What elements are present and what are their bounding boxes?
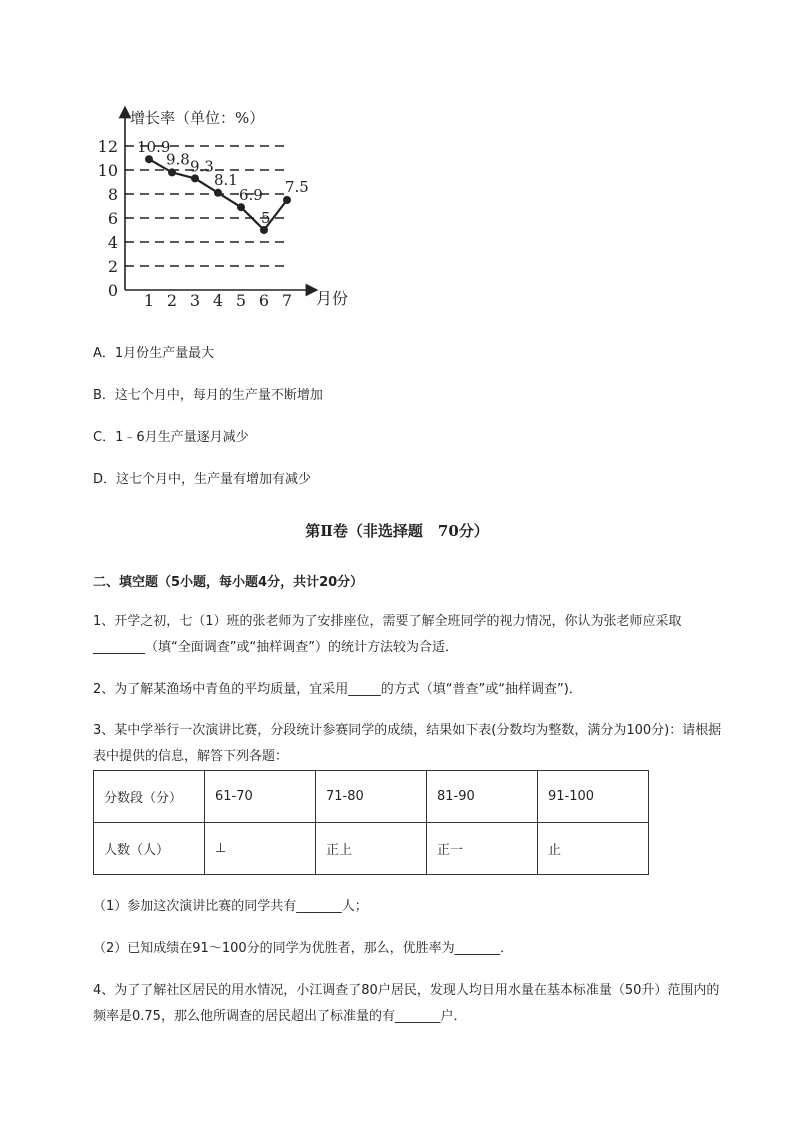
part2-title: 第Ⅱ卷（非选择题 70分） (305, 522, 489, 540)
data-point (168, 168, 176, 176)
table-header-cell: 71-80 (316, 771, 427, 823)
table-header-cell: 分数段（分） (94, 771, 205, 823)
question-3-sub-2: （2）已知成绩在91～100分的同学为优胜者，那么，优胜率为_______． (93, 941, 514, 956)
data-point (237, 203, 245, 211)
y-tick-label: 2 (107, 257, 118, 276)
x-tick-label: 2 (166, 291, 178, 310)
table-cell: 正上 (316, 823, 427, 875)
option-b-letter: B． (93, 388, 115, 403)
score-table (93, 770, 649, 875)
data-label: 5 (261, 209, 271, 227)
y-tick-label: 6 (107, 209, 118, 228)
section-heading: 二、填空题（5小题，每小题4分，共计20分） (93, 575, 364, 590)
option-d-text: 这七个月中，生产量有增加有减少 (116, 472, 312, 487)
data-point (214, 189, 222, 197)
option-a-letter: A． (93, 346, 115, 361)
growth-rate-chart (90, 100, 380, 320)
option-d[interactable] (93, 471, 311, 489)
table-row (94, 771, 649, 823)
table-cell: ⊥ (205, 823, 316, 875)
y-tick-label: 12 (97, 137, 118, 156)
x-tick-label: 5 (235, 291, 247, 310)
data-point (145, 155, 153, 163)
option-b-text: 这七个月中，每月的生产量不断增加 (114, 388, 323, 403)
data-point (283, 196, 291, 204)
option-a[interactable] (93, 345, 214, 363)
table-cell: 正一 (427, 823, 538, 875)
x-tick-label: 3 (189, 291, 201, 310)
option-c-text: 1﹣6月生产量逐月减少 (115, 430, 249, 445)
table-header-cell: 81-90 (427, 771, 538, 823)
data-label: 9.3 (190, 157, 214, 176)
table-cell: 人数（人） (94, 823, 205, 875)
data-label: 8.1 (214, 170, 238, 189)
table-header-cell: 91-100 (538, 771, 649, 823)
table-header-cell: 61-70 (205, 771, 316, 823)
option-c-letter: C． (93, 430, 116, 445)
question-3: 3、某中学举行一次演讲比赛，分段统计参赛同学的成绩，结果如下表(分数均为整数，满分为100分)：请根据表中提供的信息，解答下列各题： (93, 723, 722, 764)
data-point (260, 226, 268, 234)
question-2: 2、为了解某渔场中青鱼的平均质量，宜采用_____的方式（填“普查”或“抽样调查”)． (93, 682, 582, 697)
option-b[interactable] (93, 387, 323, 405)
x-tick-label: 6 (258, 291, 270, 310)
x-tick-label: 7 (281, 291, 293, 310)
option-d-letter: D． (93, 472, 117, 487)
data-label: 7.5 (285, 178, 309, 196)
table-row (94, 823, 649, 875)
x-tick-label: 1 (143, 291, 155, 310)
y-tick-label: 8 (107, 185, 118, 204)
data-label: 10.9 (137, 138, 171, 157)
x-axis-label: 月份 (316, 289, 349, 308)
question-4: 4、为了了解社区居民的用水情况，小江调查了80户居民，发现人均日用水量在基本标准量（50升）范围内的频率是0.75，那么他所调查的居民超出了标准量的有_______户． (93, 983, 720, 1024)
y-tick-label: 0 (107, 281, 118, 300)
data-label: 9.8 (166, 150, 190, 169)
data-label: 6.9 (239, 186, 263, 205)
question-1: 1、开学之初，七（1）班的张老师为了安排座位，需要了解全班同学的视力情况，你认为张老师应采取________（填“全面调查”或“抽样调查”）的统计方法较为合适． (93, 614, 682, 655)
y-tick-label: 10 (97, 161, 118, 180)
data-point (191, 174, 199, 182)
option-a-text: 1月份生产量最大 (114, 346, 215, 361)
x-tick-label: 4 (212, 291, 224, 310)
option-c[interactable] (93, 429, 249, 447)
chart-title: 增长率（单位：%） (130, 109, 265, 127)
y-tick-label: 4 (107, 233, 118, 252)
question-3-sub-1: （1）参加这次演讲比赛的同学共有_______人； (93, 899, 368, 914)
table-cell: 止 (538, 823, 649, 875)
